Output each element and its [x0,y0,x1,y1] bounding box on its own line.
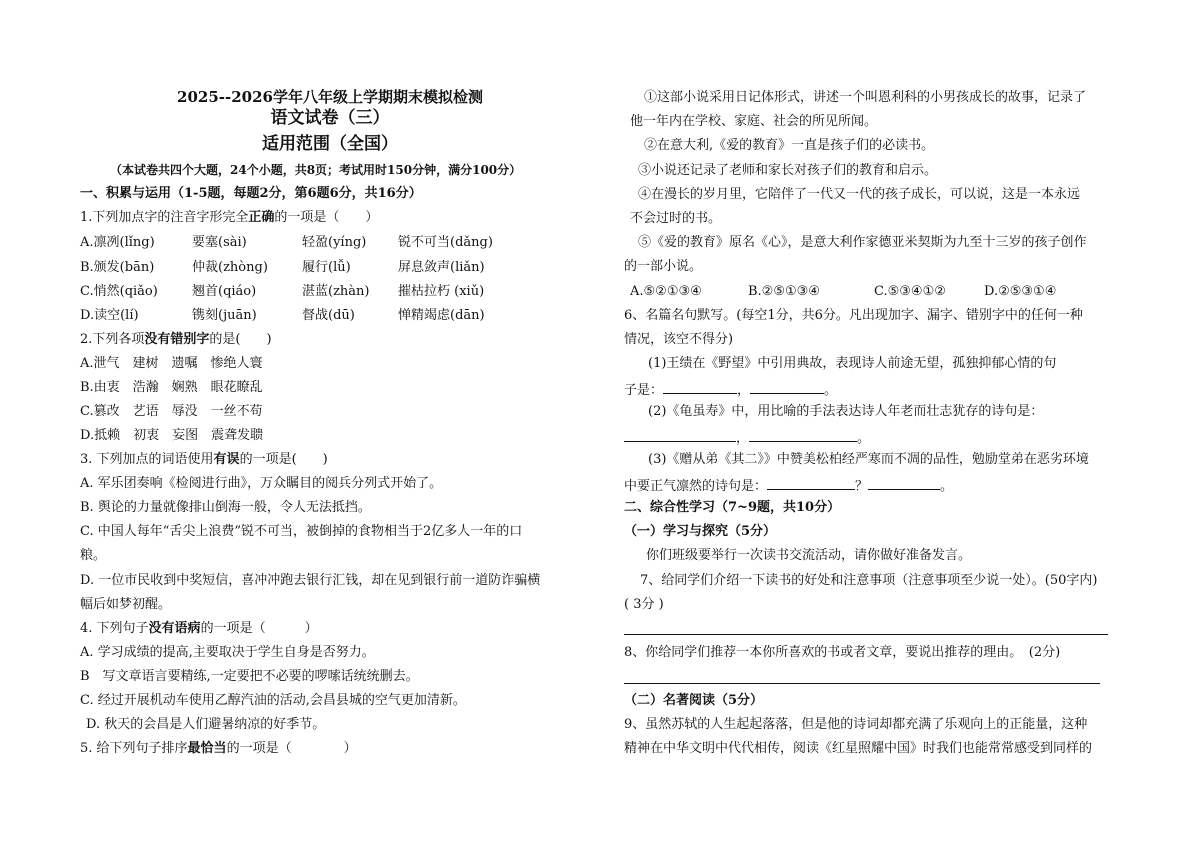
q5-options [630,284,1056,300]
q1-option-b [80,260,485,276]
exam-title: 2025--2026学年八年级上学期期末模拟检测 [177,88,483,106]
q5-sentence-3: ③小说还记录了老师和家长对孩子们的教育和启示。 [638,163,938,178]
q1-c-1: C.悄然(qiǎo) [80,284,158,299]
q6-stem-line1: 6、名篇名句默写。(每空1分，共6分。凡出现加字、漏字、错别字中的任何一种 [624,308,1083,323]
q6-stem-line2: 情况，该空不得分) [624,332,734,347]
q5-stem [80,741,357,757]
q6-part3-blank-1[interactable] [767,476,855,490]
q1-d-2: 镌刻(juān) [192,308,257,323]
q1-b-1: B.颁发(bān) [80,260,155,275]
q2-stem-post: 的是( ) [209,332,272,347]
q3-stem-pre: 3. 下列加点的词语使用 [80,452,214,467]
q5-option-c: C.⑤③④①② [874,284,946,299]
q9-stem-line1: 9、虽然苏轼的人生起起落落，但是他的诗词却都充满了乐观向上的正能量，这种 [624,717,1088,732]
q5-option-a: A.⑤②①③④ [630,284,702,299]
q3-option-a: A. 军乐团奏响《检阅进行曲》，万众瞩目的阅兵分列式开始了。 [80,476,443,491]
exam-subtitle: 语文试卷（三） [270,108,390,128]
q4-stem [80,621,318,637]
q1-option-c [80,284,484,300]
q7-stem-line2: ( 3分 ) [624,597,664,612]
q7-answer-line[interactable] [624,634,1108,635]
q1-stem-post: 的一项是（ ） [274,210,379,225]
q1-d-4: 惮精竭虑(dān) [398,308,485,323]
q6-part1-line2 [624,380,837,399]
q2-option-c: C.篡改 艺语 辱没 一丝不苟 [80,404,263,419]
q5-stem-pre: 5. 给下列句子排序 [80,741,188,756]
q6-part3-blank-2[interactable] [868,476,940,490]
q5-stem-bold: 最恰当 [187,741,227,756]
q6-part2-blank-2[interactable] [749,428,857,442]
q2-option-b: B.由衷 浩瀚 娴熟 眼花瞭乱 [80,380,263,395]
q4-option-c: C. 经过开展机动车使用乙醇汽油的活动,会昌县城的空气更加清新。 [80,693,466,708]
q5-stem-post: 的一项是（ ） [226,741,357,756]
q3-stem-bold: 有误 [213,452,240,467]
section2-heading: 二、综合性学习（7~9题，共10分） [624,500,841,515]
section2-intro: 你们班级要举行一次读书交流活动，请你做好准备发言。 [646,548,972,563]
q1-option-d [80,308,485,324]
q9-stem-line2: 精神在中华文明中代代相传，阅读《红星照耀中国》时我们也能常常感受到同样的 [624,741,1093,756]
q6-part1-blank-2[interactable] [750,380,824,394]
q3-option-c: C. 中国人每年“舌尖上浪费”锐不可当，被倒掉的食物相当于2亿多人一年的口 [80,524,523,539]
q1-stem-pre: 1.下列加点字的注音字形完全 [80,210,249,225]
q6-part3-line2 [624,476,953,495]
q1-a-2: 要塞(sài) [192,235,247,250]
q5-sentence-4: ④在漫长的岁月里，它陪伴了一代又一代的孩子成长，可以说，这是一本永远 [638,187,1081,202]
q6-part1-period: 。 [824,383,838,398]
q3-option-c-cont: 粮。 [80,548,107,563]
q2-stem [80,332,272,348]
q8-stem: 8、你给同学们推荐一本你所喜欢的书或者文章，要说出推荐的理由。 (2分) [624,645,1061,660]
q6-part3-line1: (3)《赠从弟《其二》》中赞美松柏经严寒而不凋的品性，勉励堂弟在恶劣环境 [648,452,1089,467]
q6-part1-line1: (1)王绩在《野望》中引用典故，表现诗人前途无望，孤独抑郁心情的句 [648,356,1057,371]
q4-option-b: B 写文章语言要精练,一定要把不必要的啰嗦话统统删去。 [80,669,419,684]
q4-option-d: D. 秋天的会昌是人们避暑纳凉的好季节。 [86,717,326,732]
q4-stem-pre: 4. 下列句子 [80,621,149,636]
q8-answer-line[interactable] [624,683,1100,684]
q1-d-3: 督战(dū) [302,308,355,323]
q5-option-d: D.②⑤③①④ [984,284,1057,299]
q1-c-3: 湛蓝(zhàn) [302,284,370,299]
exam-note: （本试卷共四个大题，24个小题，共8页；考试用时150分钟，满分100分） [110,163,522,177]
q6-part1-comma: ， [737,383,751,398]
exam-scope: 适用范围（全国） [262,134,398,154]
q6-part3-question: ？ [855,479,869,494]
q6-part1-prefix: 子是： [624,383,664,398]
q3-stem-post: 的一项是( ) [239,452,328,467]
q3-stem [80,452,328,468]
q6-part2-comma: ， [736,431,750,446]
q1-d-1: D.读空(lí) [80,308,139,323]
q1-a-1: A.凛冽(lǐng) [80,235,155,250]
q7-stem-line1: 7、给同学们介绍一下读书的好处和注意事项（注意事项至少说一处）。(50字内) [640,573,1098,588]
q1-a-4: 锐不可当(dǎng) [398,235,493,250]
q5-sentence-1: ①这部小说采用日记体形式，讲述一个叫恩利科的小男孩成长的故事，记录了 [644,90,1087,105]
section1-heading: 一、积累与运用（1-5题，每题2分，第6题6分，共16分） [80,186,422,201]
q5-sentence-2: ②在意大利,《爱的教育》一直是孩子们的必读书。 [644,138,935,153]
q4-option-a: A. 学习成绩的提高,主要取决于学生自身是否努力。 [80,645,375,660]
section2-sub1: （一）学习与探究（5分） [624,524,777,539]
q1-a-3: 轻盈(yíng) [302,235,367,250]
q2-stem-pre: 2.下列各项 [80,332,145,347]
q3-option-d-cont: 幅后如梦初醒。 [80,597,172,612]
q5-sentence-1-cont: 他一年内在学校、家庭、社会的所见所闻。 [630,114,878,129]
q6-part3-prefix: 中要正气凛然的诗句是： [624,479,768,494]
q2-option-d: D.抵赖 初衷 妄图 震聋发聩 [80,428,264,443]
q5-option-b: B.②⑤①③④ [748,284,820,299]
q5-sentence-4-cont: 不会过时的书。 [630,211,722,226]
q5-sentence-5: ⑤《爱的教育》原名《心》，是意大利作家德亚米契斯为九至十三岁的孩子创作 [638,235,1087,250]
q6-part2-line1: (2)《龟虽寿》中，用比喻的手法表达诗人年老而壮志犹存的诗句是： [648,404,1044,419]
q6-part1-blank-1[interactable] [663,380,737,394]
q3-option-d: D. 一位市民收到中奖短信，喜冲冲跑去银行汇钱，却在见到银行前一道防诈骗横 [80,573,541,588]
q4-stem-bold: 没有语病 [148,621,201,636]
q2-option-a: A.泄气 建树 遗嘱 惨绝人寰 [80,356,263,371]
q5-sentence-5-cont: 的一部小说。 [624,259,703,274]
q1-stem [80,210,378,226]
q1-option-a [80,235,493,251]
q6-part2-period: 。 [857,431,871,446]
q6-part2-line2 [624,428,870,447]
q3-option-b: B. 舆论的力量就像排山倒海一般，令人无法抵挡。 [80,500,371,515]
q1-c-4: 摧枯拉朽 (xiǔ) [398,284,485,299]
q6-part3-period: 。 [940,479,954,494]
q2-stem-bold: 没有错别字 [144,332,210,347]
q1-b-2: 仲裁(zhòng) [192,260,268,275]
q1-c-2: 翘首(qiáo) [192,284,257,299]
q1-b-4: 屏息敛声(liǎn) [398,260,485,275]
q4-stem-post: 的一项是（ ） [200,621,318,636]
q6-part2-blank-1[interactable] [624,428,736,442]
section2-sub2: （二）名著阅读（5分） [624,693,764,708]
q1-b-3: 履行(lǚ) [302,260,351,275]
q1-stem-bold: 正确 [248,210,275,225]
